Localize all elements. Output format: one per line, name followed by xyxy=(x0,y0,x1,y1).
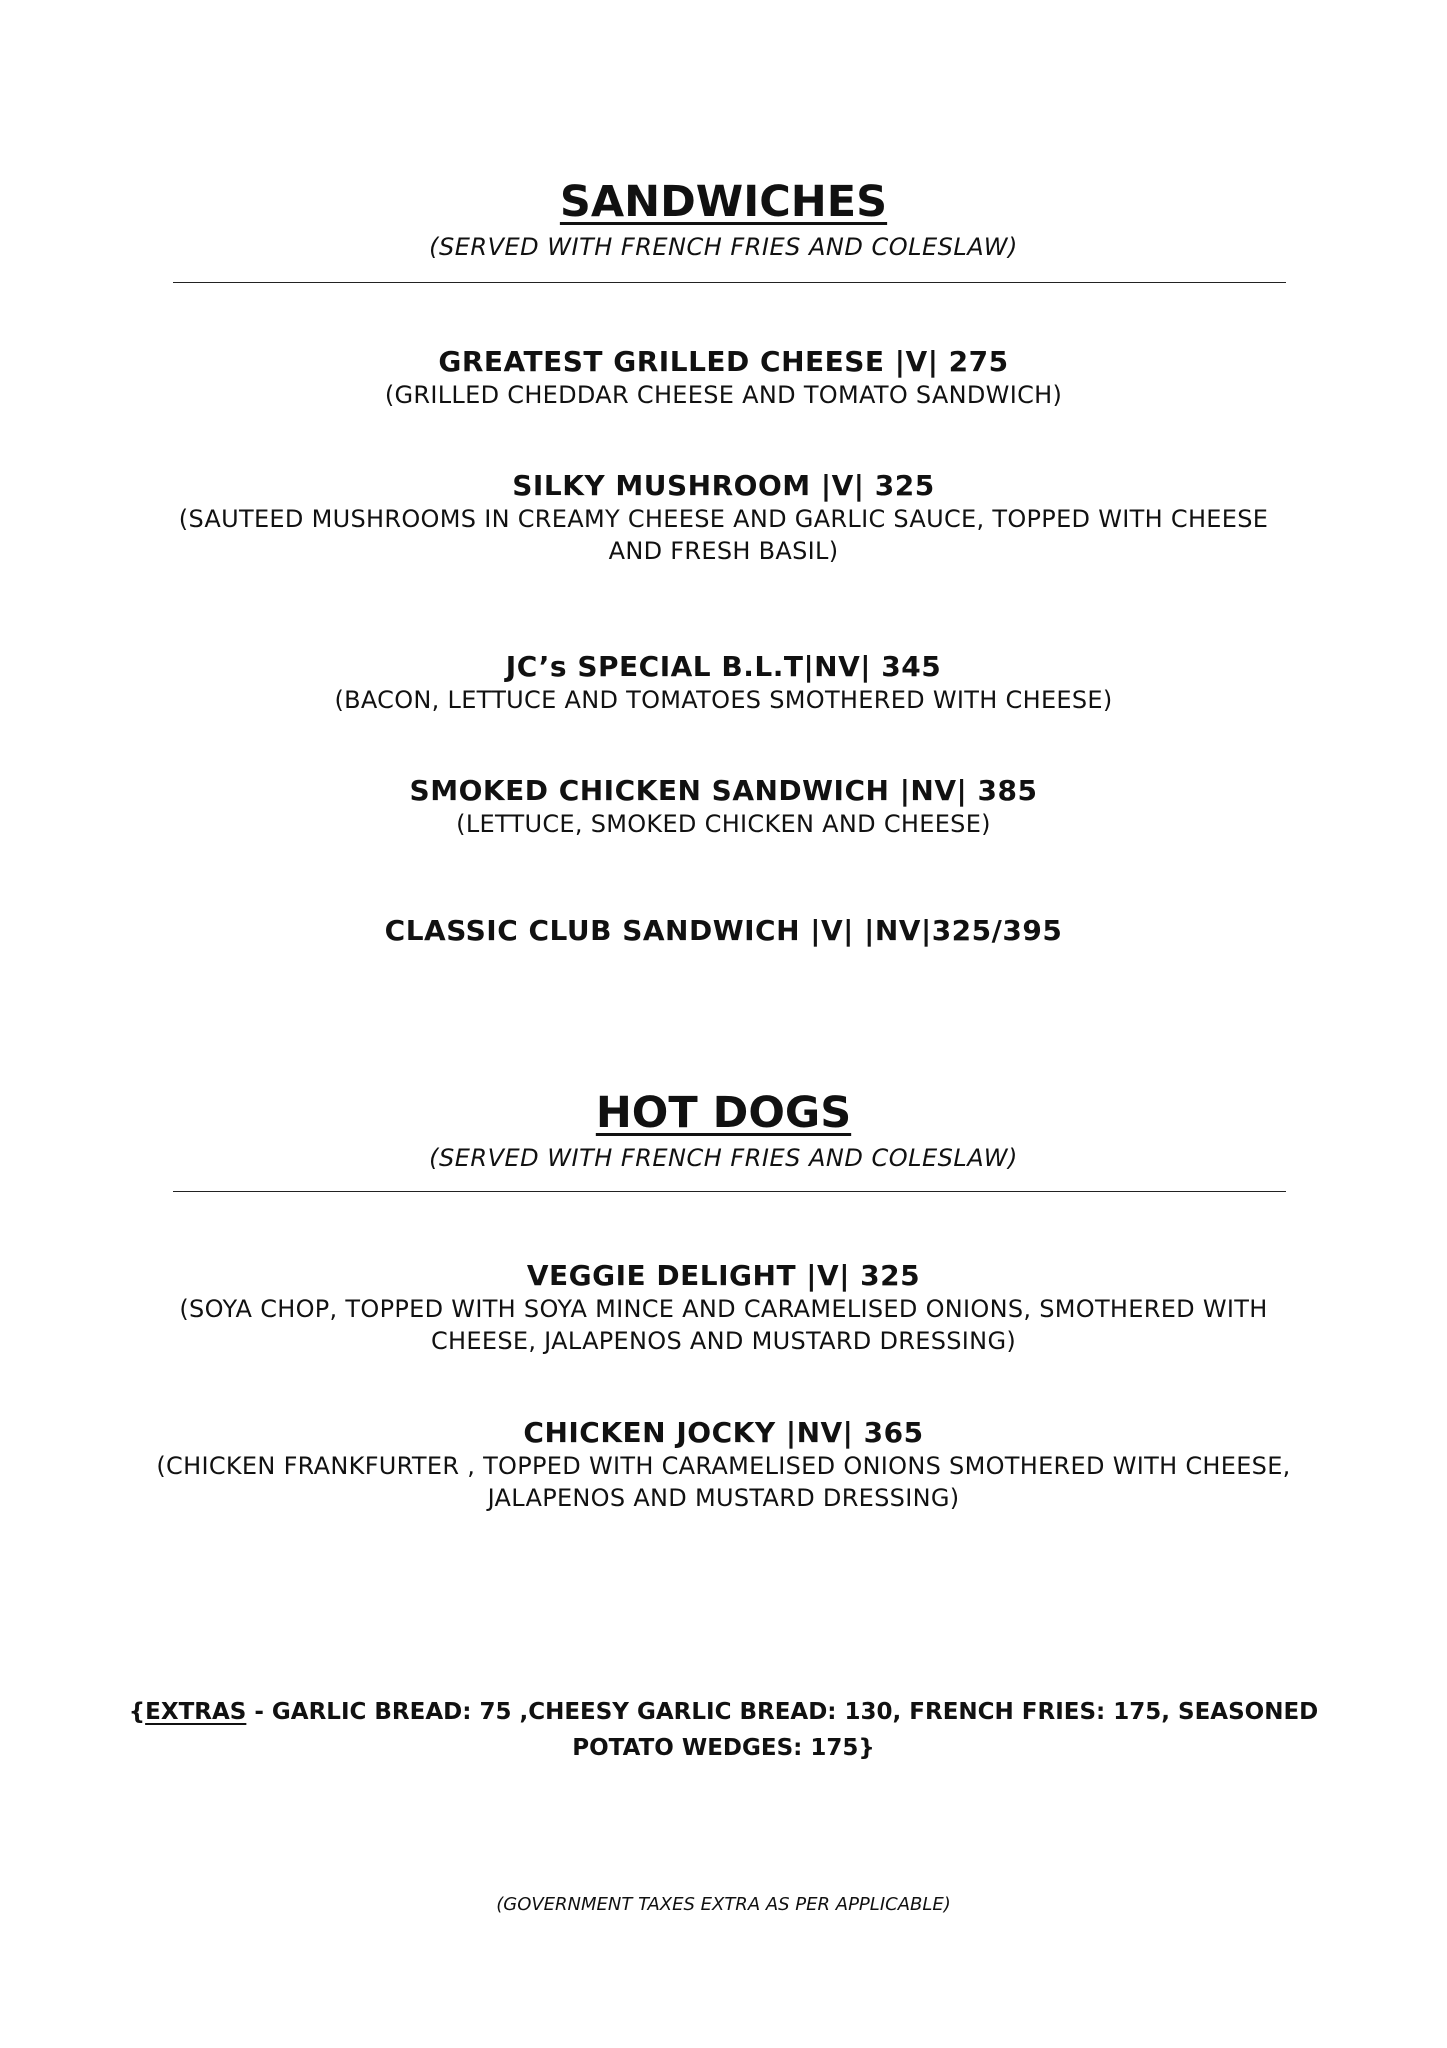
menu-item xyxy=(0,914,1447,948)
extras-label: EXTRAS xyxy=(145,1699,247,1725)
sandwiches-title: SANDWICHES xyxy=(559,177,888,227)
menu-item xyxy=(0,1259,1447,1357)
menu-item xyxy=(0,469,1447,567)
menu-item xyxy=(0,650,1447,716)
item-name: SILKY MUSHROOM |V| 325 xyxy=(512,469,935,502)
extras-block xyxy=(0,1694,1447,1766)
hot-dogs-title: HOT DOGS xyxy=(595,1088,852,1138)
menu-item xyxy=(0,774,1447,840)
tax-footnote: (GOVERNMENT TAXES EXTRA AS PER APPLICABLE) xyxy=(496,1894,951,1915)
item-description: (BACON, LETTUCE AND TOMATOES SMOTHERED WITH CHEESE) xyxy=(334,686,1113,714)
tax-footnote-block xyxy=(0,1893,1447,1917)
item-name: VEGGIE DELIGHT |V| 325 xyxy=(526,1259,921,1292)
item-description: (LETTUCE, SMOKED CHICKEN AND CHEESE) xyxy=(456,810,991,838)
item-description: (GRILLED CHEDDAR CHEESE AND TOMATO SANDWICH) xyxy=(384,381,1063,409)
sandwiches-header xyxy=(0,176,1447,262)
item-description-line1: (SAUTEED MUSHROOMS IN CREAMY CHEESE AND GARLIC SAUCE, TOPPED WITH CHEESE xyxy=(178,505,1269,533)
item-name: SMOKED CHICKEN SANDWICH |NV| 385 xyxy=(409,774,1038,807)
hot-dogs-header xyxy=(0,1087,1447,1173)
item-description-line2: JALAPENOS AND MUSTARD DRESSING) xyxy=(487,1484,960,1512)
extras-line2: POTATO WEDGES: 175} xyxy=(572,1735,875,1761)
extras-line1-text: - GARLIC BREAD: 75 ,CHEESY GARLIC BREAD: 130, FRENCH FRIES: 175, SEASONED xyxy=(246,1699,1319,1725)
sandwiches-divider xyxy=(173,282,1286,283)
hot-dogs-subtitle: (SERVED WITH FRENCH FRIES AND COLESLAW) xyxy=(429,1144,1018,1172)
item-description-line1: (SOYA CHOP, TOPPED WITH SOYA MINCE AND CARAMELISED ONIONS, SMOTHERED WITH xyxy=(179,1295,1268,1323)
extras-line1 xyxy=(0,1694,1447,1730)
menu-item xyxy=(0,1416,1447,1514)
extras-open-brace: { xyxy=(128,1699,146,1725)
item-description-line1: (CHICKEN FRANKFURTER , TOPPED WITH CARAMELISED ONIONS SMOTHERED WITH CHEESE, xyxy=(156,1452,1291,1480)
item-description-line2: AND FRESH BASIL) xyxy=(608,537,839,565)
menu-item xyxy=(0,345,1447,411)
item-name: GREATEST GRILLED CHEESE |V| 275 xyxy=(438,345,1009,378)
item-name: CLASSIC CLUB SANDWICH |V| |NV|325/395 xyxy=(384,914,1063,947)
sandwiches-subtitle: (SERVED WITH FRENCH FRIES AND COLESLAW) xyxy=(429,233,1018,261)
hot-dogs-divider xyxy=(173,1191,1286,1192)
item-name: JC’s SPECIAL B.L.T|NV| 345 xyxy=(505,650,942,683)
item-name: CHICKEN JOCKY |NV| 365 xyxy=(523,1416,924,1449)
item-description-line2: CHEESE, JALAPENOS AND MUSTARD DRESSING) xyxy=(430,1327,1017,1355)
